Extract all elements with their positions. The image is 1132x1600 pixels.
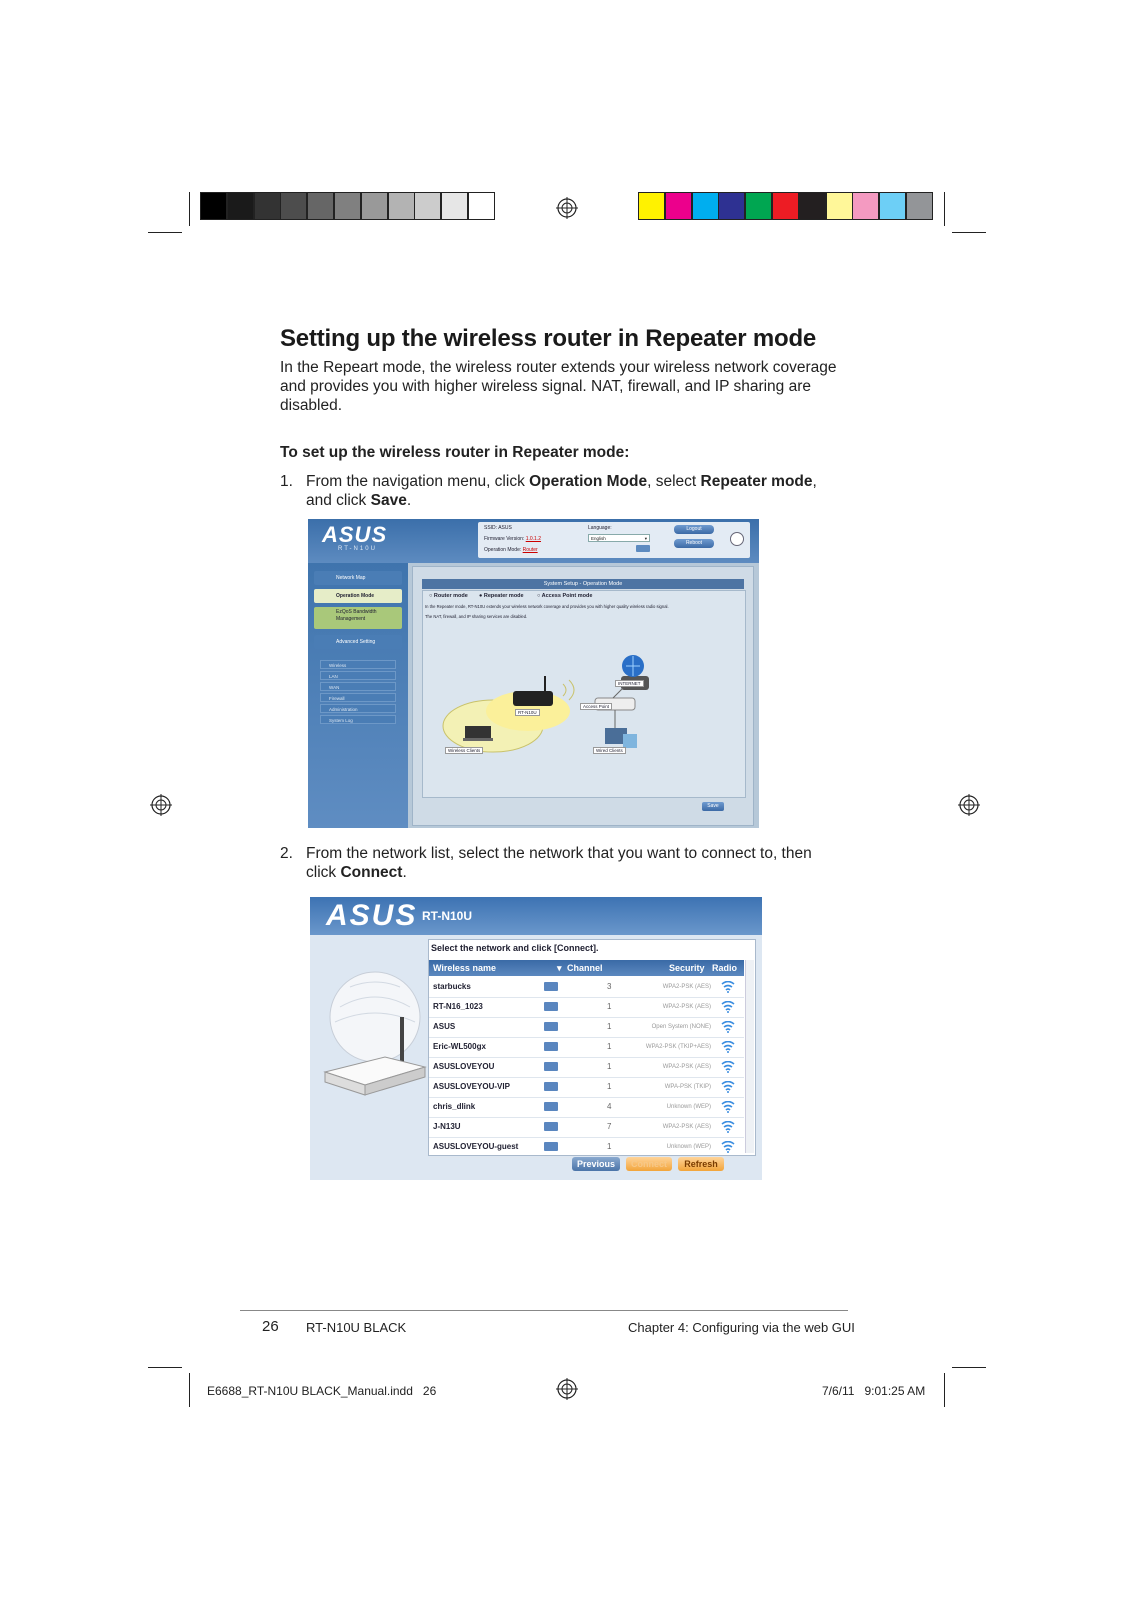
network-channel: 1: [607, 1142, 612, 1151]
signal-strength-icon: [721, 1041, 735, 1053]
table-header: [429, 960, 744, 976]
color-swatch: [665, 192, 692, 220]
table-row[interactable]: [429, 997, 744, 1018]
network-security: WPA2-PSK (AES): [662, 1004, 711, 1010]
procedure-heading: To set up the wireless router in Repeater mode:: [280, 444, 630, 461]
network-channel: 1: [607, 1002, 612, 1011]
network-security: Open System (NONE): [651, 1024, 711, 1030]
status-info-box: [478, 522, 750, 558]
refresh-button[interactable]: Refresh: [678, 1157, 724, 1171]
asus-logo: ASUS: [322, 522, 388, 547]
table-row[interactable]: [429, 1097, 744, 1118]
signal-strength-icon: [721, 1081, 735, 1093]
logout-button[interactable]: Logout: [674, 525, 714, 534]
step-2: [280, 844, 845, 882]
subnav-wan[interactable]: WAN: [320, 682, 396, 691]
firmware-value[interactable]: 1.0.1.2: [525, 536, 541, 542]
step-number: 2.: [280, 845, 293, 862]
access-point-mode-radio[interactable]: ○ Access Point mode: [537, 593, 593, 599]
column-wireless-name[interactable]: Wireless name: [433, 963, 496, 973]
page-number: 26: [262, 1318, 279, 1335]
nav-ezqos[interactable]: EzQoS Bandwidth Management: [314, 607, 402, 629]
nav-operation-mode[interactable]: Operation Mode: [314, 589, 402, 603]
crop-mark: [944, 1373, 945, 1407]
crop-mark: [189, 192, 190, 226]
network-icon: [544, 1002, 558, 1011]
registration-mark-icon: [150, 794, 172, 816]
network-icon: [544, 1082, 558, 1091]
intro-paragraph: In the Repeart mode, the wireless router extends your wireless network coverage and provides you with higher wireless signal. NAT, firewall, and IP sharing are disabled.: [280, 359, 837, 414]
help-icon[interactable]: [730, 532, 744, 546]
asus-logo: ASUS: [326, 899, 418, 932]
language-select[interactable]: English ▾: [588, 534, 650, 542]
gray-swatch: [414, 192, 441, 220]
gray-swatch: [468, 192, 495, 220]
previous-button[interactable]: Previous: [572, 1157, 620, 1171]
ssid-label: SSID:: [484, 525, 498, 531]
crop-mark: [189, 1373, 190, 1407]
crop-mark: [148, 1367, 182, 1368]
gray-swatch: [441, 192, 468, 220]
network-name: ASUSLOVEYOU-VIP: [433, 1082, 510, 1091]
page-title: Setting up the wireless router in Repeater mode: [280, 325, 817, 352]
subnav-firewall[interactable]: Firewall: [320, 693, 396, 702]
network-name: Eric-WL500gx: [433, 1042, 486, 1051]
table-row[interactable]: [429, 1057, 744, 1078]
color-swatch: [692, 192, 719, 220]
gray-swatch: [280, 192, 307, 220]
table-row[interactable]: [429, 977, 744, 998]
network-name: ASUSLOVEYOU: [433, 1062, 495, 1071]
mode-description-2: The NAT, firewall, and IP sharing services are disabled.: [425, 614, 528, 619]
network-channel: 4: [607, 1102, 612, 1111]
network-security: WPA2-PSK (AES): [662, 1064, 711, 1070]
signal-strength-icon: [721, 1121, 735, 1133]
connect-button[interactable]: Connect: [626, 1157, 672, 1171]
network-security: Unknown (WEP): [666, 1144, 711, 1150]
repeater-mode-radio[interactable]: ● Repeater mode: [479, 593, 524, 599]
subnav-administration[interactable]: Administration: [320, 704, 396, 713]
network-name: ASUSLOVEYOU-guest: [433, 1142, 519, 1151]
header-bar: [310, 897, 762, 935]
firmware-label: Firmware Version:: [484, 536, 525, 542]
mode-description: In the Repeater mode, RT-N10U extends your wireless network coverage and provides you with higher quality wireless radio signal.: [425, 604, 669, 609]
footer-model: RT-N10U BLACK: [306, 1320, 407, 1335]
table-row[interactable]: [429, 1117, 744, 1138]
column-radio[interactable]: Radio: [712, 963, 738, 973]
router-header: [308, 519, 759, 563]
gray-swatch: [361, 192, 388, 220]
network-icon: [544, 982, 558, 991]
scrollbar[interactable]: [745, 960, 754, 1153]
network-channel: 3: [607, 982, 612, 991]
repeater-diagram: [433, 626, 733, 756]
access-point-label: Access Point: [580, 703, 612, 710]
crop-mark: [952, 232, 986, 233]
language-apply-button[interactable]: [636, 545, 650, 552]
subnav-wireless[interactable]: Wireless: [320, 660, 396, 669]
subnav-system-log[interactable]: System Log: [320, 715, 396, 724]
registration-mark-icon: [556, 1378, 578, 1400]
internet-label: INTERNET: [615, 680, 644, 687]
network-channel: 1: [607, 1022, 612, 1031]
column-channel[interactable]: Channel: [567, 963, 603, 973]
network-channel: 1: [607, 1042, 612, 1051]
step-1: [280, 472, 845, 510]
signal-strength-icon: [721, 1021, 735, 1033]
network-channel: 1: [607, 1062, 612, 1071]
router-mode-radio[interactable]: ○ Router mode: [429, 593, 468, 599]
table-row[interactable]: [429, 1077, 744, 1098]
network-security: Unknown (WEP): [666, 1104, 711, 1110]
network-icon: [544, 1102, 558, 1111]
signal-strength-icon: [721, 1141, 735, 1153]
footer-chapter: Chapter 4: Configuring via the web GUI: [628, 1320, 855, 1335]
network-name: RT-N16_1023: [433, 1002, 483, 1011]
network-security: WPA2-PSK (TKIP+AES): [645, 1044, 711, 1050]
slug-file-name: E6688_RT-N10U BLACK_Manual.indd 26: [207, 1384, 437, 1398]
registration-mark-icon: [958, 794, 980, 816]
crop-mark: [952, 1367, 986, 1368]
gray-swatch: [388, 192, 415, 220]
color-swatch: [718, 192, 745, 220]
network-icon: [544, 1022, 558, 1031]
network-name: starbucks: [433, 982, 471, 991]
network-name: J-N13U: [433, 1122, 461, 1131]
ssid-value: ASUS: [498, 525, 512, 531]
network-security: WPA2-PSK (AES): [662, 984, 711, 990]
crop-mark: [944, 192, 945, 226]
table-row[interactable]: [429, 1137, 744, 1158]
network-name: chris_dlink: [433, 1102, 476, 1111]
chevron-down-icon: ▾: [644, 536, 647, 541]
table-row[interactable]: [429, 1017, 744, 1038]
network-security: WPA2-PSK (AES): [662, 1124, 711, 1130]
color-swatch: [879, 192, 906, 220]
network-icon: [544, 1062, 558, 1071]
color-swatch: [772, 192, 799, 220]
signal-strength-icon: [721, 1001, 735, 1013]
footer-rule: [240, 1310, 848, 1311]
operation-mode-panel: [412, 566, 754, 826]
sort-icon[interactable]: ▾: [557, 963, 562, 973]
network-icon: [544, 1042, 558, 1051]
color-swatch: [826, 192, 853, 220]
nav-advanced-setting[interactable]: Advanced Setting: [314, 635, 402, 649]
step-text: From the navigation menu, click Operation Mode, select Repeater mode, and click Save.: [306, 473, 817, 509]
gray-swatch: [307, 192, 334, 220]
opmode-value[interactable]: Router: [522, 547, 538, 553]
model-name: RT-N10U: [422, 909, 473, 923]
save-button[interactable]: Save: [702, 802, 724, 811]
router-label: RT-N10U: [515, 709, 540, 716]
network-icon: [544, 1122, 558, 1131]
operation-mode-screenshot: [308, 519, 759, 828]
subnav-lan[interactable]: LAN: [320, 671, 396, 680]
nav-network-map[interactable]: Network Map: [314, 571, 402, 585]
panel-body: [422, 590, 746, 798]
opmode-label: Operation Mode:: [484, 547, 522, 553]
router-illustration: [320, 967, 430, 1107]
network-list-screenshot: [310, 897, 762, 1180]
network-name: ASUS: [433, 1022, 456, 1031]
wired-clients-label: Wired Clients: [593, 747, 626, 754]
gray-swatch: [200, 192, 227, 220]
language-label: Language:: [588, 525, 612, 531]
signal-strength-icon: [721, 981, 735, 993]
gray-swatch: [227, 192, 254, 220]
color-swatch: [906, 192, 933, 220]
network-channel: 1: [607, 1082, 612, 1091]
table-row[interactable]: [429, 1037, 744, 1058]
signal-strength-icon: [721, 1101, 735, 1113]
signal-strength-icon: [721, 1061, 735, 1073]
gray-swatch: [334, 192, 361, 220]
model-name: RT-N10U: [338, 546, 377, 552]
color-swatch: [745, 192, 772, 220]
navigation-sidebar: [308, 563, 408, 828]
registration-mark-icon: [556, 197, 578, 219]
instruction-text: Select the network and click [Connect].: [431, 943, 599, 953]
network-channel: 7: [607, 1122, 612, 1131]
step-number: 1.: [280, 473, 293, 490]
slug-timestamp: 7/6/11 9:01:25 AM: [822, 1384, 926, 1398]
wireless-clients-label: Wireless Clients: [445, 747, 483, 754]
reboot-button[interactable]: Reboot: [674, 539, 714, 548]
network-table: [428, 939, 756, 1156]
column-security[interactable]: Security: [669, 963, 705, 973]
step-text: From the network list, select the network that you want to connect to, then click Connect.: [306, 845, 812, 881]
gray-swatch: [254, 192, 281, 220]
color-swatch: [852, 192, 879, 220]
network-icon: [544, 1142, 558, 1151]
color-swatch: [799, 192, 826, 220]
crop-mark: [148, 232, 182, 233]
network-security: WPA-PSK (TKIP): [664, 1084, 711, 1090]
color-swatch: [638, 192, 665, 220]
panel-title: System Setup - Operation Mode: [422, 579, 744, 589]
